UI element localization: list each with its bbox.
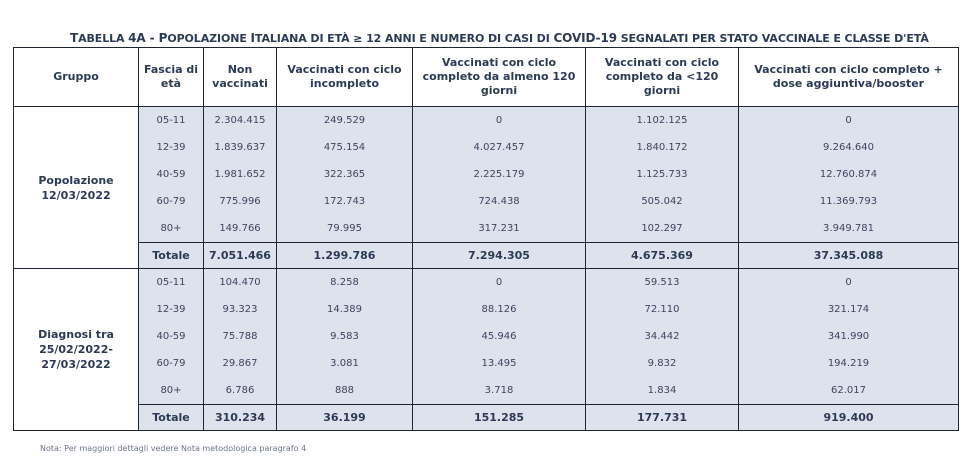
- age-band: 12-39: [139, 296, 204, 323]
- value-cell: 1.981.652: [204, 161, 277, 188]
- value-cell: 475.154: [277, 134, 413, 161]
- value-cell: 341.990: [739, 323, 959, 350]
- age-band: 40-59: [139, 323, 204, 350]
- age-band: 80+: [139, 215, 204, 243]
- age-band: 05-11: [139, 269, 204, 297]
- value-cell: 72.110: [586, 296, 739, 323]
- value-cell: 322.365: [277, 161, 413, 188]
- value-cell: 6.786: [204, 377, 277, 405]
- table-title: TABELLA 4A - POPOLAZIONE ITALIANA DI ETÀ ≥ 12 ANNI E NUMERO DI CASI DI COVID-19 SEGNALATI PER STATO VACCINALE E CLASSE D'ETÀ: [70, 31, 929, 45]
- group-label: Popolazione 12/03/2022: [14, 107, 139, 269]
- value-cell: 1.102.125: [586, 107, 739, 135]
- age-band: 60-79: [139, 350, 204, 377]
- age-band: 80+: [139, 377, 204, 405]
- value-cell: 45.946: [413, 323, 586, 350]
- value-cell: 12.760.874: [739, 161, 959, 188]
- total-cell: 36.199: [277, 405, 413, 431]
- value-cell: 3.949.781: [739, 215, 959, 243]
- total-cell: 151.285: [413, 405, 586, 431]
- value-cell: 172.743: [277, 188, 413, 215]
- value-cell: 8.258: [277, 269, 413, 297]
- total-row: [14, 243, 959, 269]
- value-cell: 14.389: [277, 296, 413, 323]
- header-incomplete: Vaccinati con ciclo incompleto: [277, 48, 413, 107]
- value-cell: 775.996: [204, 188, 277, 215]
- table-row: [14, 188, 959, 215]
- value-cell: 29.867: [204, 350, 277, 377]
- value-cell: 724.438: [413, 188, 586, 215]
- age-band: 05-11: [139, 107, 204, 135]
- data-table: [13, 47, 959, 431]
- value-cell: 11.369.793: [739, 188, 959, 215]
- value-cell: 505.042: [586, 188, 739, 215]
- value-cell: 4.027.457: [413, 134, 586, 161]
- value-cell: 0: [739, 269, 959, 297]
- table-row: [14, 377, 959, 405]
- value-cell: 93.323: [204, 296, 277, 323]
- value-cell: 75.788: [204, 323, 277, 350]
- footnote: Nota: Per maggiori dettagli vedere Nota metodologica paragrafo 4: [40, 444, 307, 453]
- value-cell: 62.017: [739, 377, 959, 405]
- value-cell: 59.513: [586, 269, 739, 297]
- value-cell: 9.832: [586, 350, 739, 377]
- age-band: 60-79: [139, 188, 204, 215]
- header-complete-over120: Vaccinati con ciclo completo da almeno 120 giorni: [413, 48, 586, 107]
- header-group: Gruppo: [14, 48, 139, 107]
- value-cell: 88.126: [413, 296, 586, 323]
- header-row: [14, 48, 959, 107]
- header-booster: Vaccinati con ciclo completo + dose aggiuntiva/booster: [739, 48, 959, 107]
- total-cell: 1.299.786: [277, 243, 413, 269]
- value-cell: 2.225.179: [413, 161, 586, 188]
- age-band: 40-59: [139, 161, 204, 188]
- table-row: [14, 269, 959, 297]
- value-cell: 317.231: [413, 215, 586, 243]
- table-row: [14, 350, 959, 377]
- value-cell: 1.840.172: [586, 134, 739, 161]
- header-complete-under120: Vaccinati con ciclo completo da <120 giorni: [586, 48, 739, 107]
- value-cell: 3.718: [413, 377, 586, 405]
- value-cell: 34.442: [586, 323, 739, 350]
- value-cell: 194.219: [739, 350, 959, 377]
- group-label: Diagnosi tra 25/02/2022-27/03/2022: [14, 269, 139, 431]
- value-cell: 1.834: [586, 377, 739, 405]
- table-row: [14, 215, 959, 243]
- value-cell: 1.125.733: [586, 161, 739, 188]
- total-cell: 37.345.088: [739, 243, 959, 269]
- age-band: 12-39: [139, 134, 204, 161]
- value-cell: 3.081: [277, 350, 413, 377]
- value-cell: 0: [739, 107, 959, 135]
- value-cell: 13.495: [413, 350, 586, 377]
- value-cell: 79.995: [277, 215, 413, 243]
- value-cell: 249.529: [277, 107, 413, 135]
- table-row: [14, 107, 959, 135]
- value-cell: 104.470: [204, 269, 277, 297]
- table-row: [14, 323, 959, 350]
- total-cell: 4.675.369: [586, 243, 739, 269]
- table-row: [14, 134, 959, 161]
- total-cell: 919.400: [739, 405, 959, 431]
- table-row: [14, 296, 959, 323]
- total-label: Totale: [139, 405, 204, 431]
- total-cell: 310.234: [204, 405, 277, 431]
- value-cell: 0: [413, 269, 586, 297]
- total-cell: 7.294.305: [413, 243, 586, 269]
- value-cell: 149.766: [204, 215, 277, 243]
- value-cell: 321.174: [739, 296, 959, 323]
- table-row: [14, 161, 959, 188]
- total-cell: 177.731: [586, 405, 739, 431]
- value-cell: 9.583: [277, 323, 413, 350]
- value-cell: 0: [413, 107, 586, 135]
- value-cell: 2.304.415: [204, 107, 277, 135]
- value-cell: 888: [277, 377, 413, 405]
- value-cell: 9.264.640: [739, 134, 959, 161]
- total-cell: 7.051.466: [204, 243, 277, 269]
- value-cell: 102.297: [586, 215, 739, 243]
- value-cell: 1.839.637: [204, 134, 277, 161]
- total-label: Totale: [139, 243, 204, 269]
- total-row: [14, 405, 959, 431]
- header-unvaccinated: Non vaccinati: [204, 48, 277, 107]
- header-age: Fascia di età: [139, 48, 204, 107]
